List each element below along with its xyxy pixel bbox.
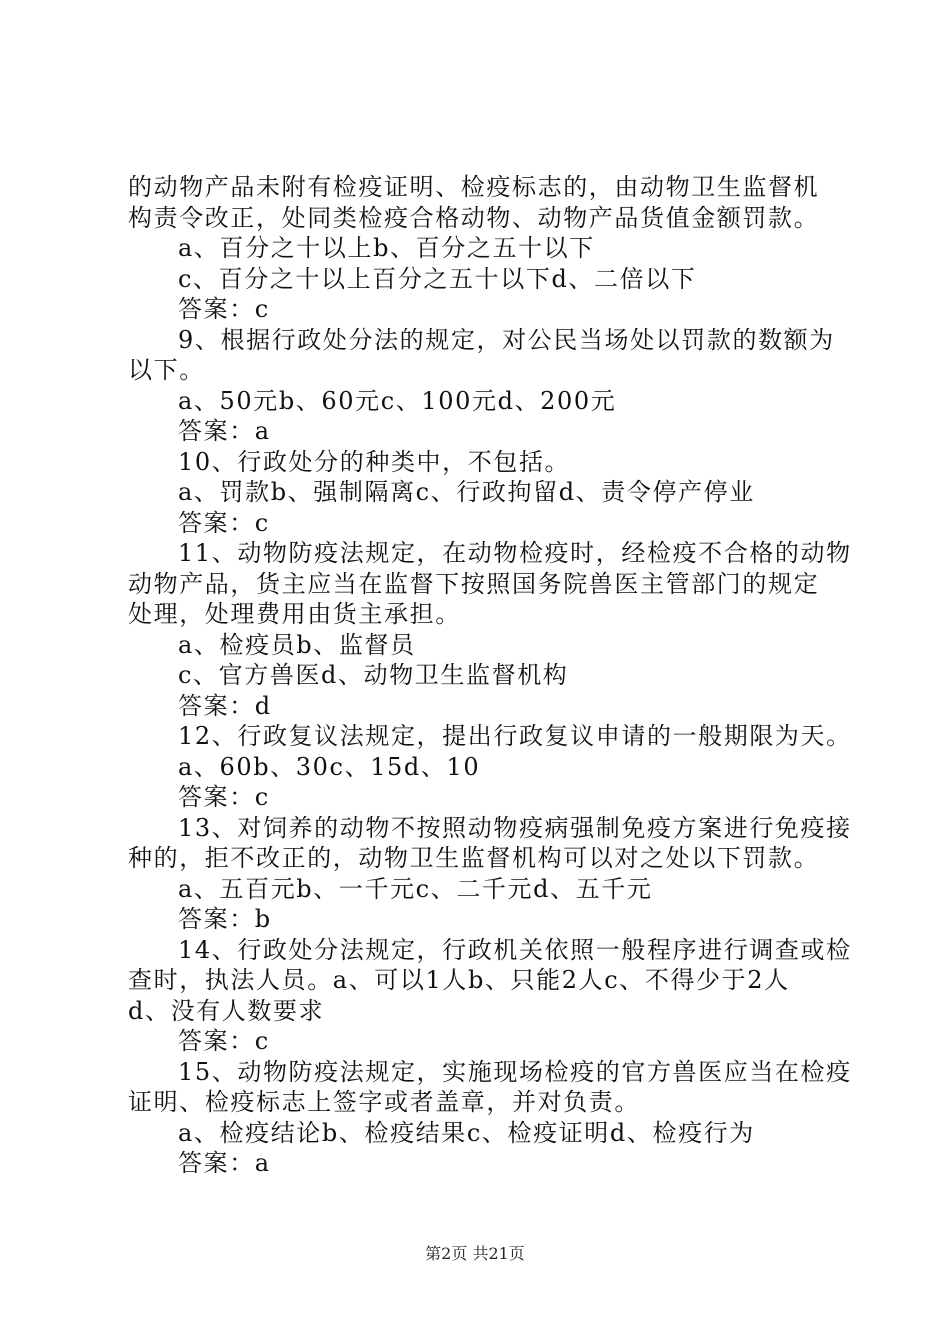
text-line: 构责令改正，处同类检疫合格动物、动物产品货值金额罚款。 — [128, 203, 820, 232]
text-line: a、检疫员b、监督员 — [178, 630, 416, 659]
question-line: 14、行政处分法规定，行政机关依照一般程序进行调查或检 — [178, 935, 852, 964]
answer-line: 答案：c — [178, 295, 270, 323]
page-number: 第2页 共21页 — [425, 1244, 525, 1263]
text-line: a、罚款b、强制隔离c、行政拘留d、责令停产停业 — [178, 478, 755, 506]
text-line: c、官方兽医d、动物卫生监督机构 — [178, 661, 569, 689]
text-line: 处理，处理费用由货主承担。 — [128, 600, 461, 628]
text-line: 证明、检疫标志上签字或者盖章，并对负责。 — [128, 1088, 640, 1116]
answer-line: 答案：a — [178, 417, 271, 445]
page-footer — [0, 1244, 950, 1264]
text-line: 动物产品，货主应当在监督下按照国务院兽医主管部门的规定 — [128, 569, 820, 598]
text-line: c、百分之十以上百分之五十以下d、二倍以下 — [178, 264, 697, 293]
answer-line: 答案：c — [178, 508, 270, 537]
question-line: 11、动物防疫法规定，在动物检疫时，经检疫不合格的动物 — [178, 539, 852, 567]
question-line: 13、对饲养的动物不按照动物疫病强制免疫方案进行免疫接 — [178, 813, 852, 842]
answer-line: 答案：a — [178, 1149, 271, 1177]
text-line: 的动物产品未附有检疫证明、检疫标志的，由动物卫生监督机 — [128, 173, 820, 201]
answer-line: 答案：c — [178, 783, 270, 811]
text-line: a、60b、30c、15d、10 — [178, 752, 481, 781]
text-line: d、没有人数要求 — [128, 996, 325, 1025]
question-line: 9、根据行政处分法的规定，对公民当场处以罚款的数额为 — [178, 325, 835, 354]
document-body — [128, 172, 852, 1179]
text-line: 种的，拒不改正的，动物卫生监督机构可以对之处以下罚款。 — [128, 844, 820, 872]
text-line: 以下。 — [128, 356, 205, 384]
text-line: a、检疫结论b、检疫结果c、检疫证明d、检疫行为 — [178, 1118, 755, 1147]
question-line: 15、动物防疫法规定，实施现场检疫的官方兽医应当在检疫 — [178, 1057, 852, 1086]
text-line: a、百分之十以上b、百分之五十以下 — [178, 234, 595, 262]
answer-line: 答案：d — [178, 691, 272, 720]
answer-line: 答案：c — [178, 1027, 270, 1055]
answer-line: 答案：b — [178, 905, 272, 933]
question-line: 10、行政处分的种类中，不包括。 — [178, 447, 571, 476]
text-line: a、五百元b、一千元c、二千元d、五千元 — [178, 874, 653, 903]
text-line: 查时，执法人员。a、可以1人b、只能2人c、不得少于2人 — [128, 966, 790, 994]
question-line: 12、行政复议法规定，提出行政复议申请的一般期限为天。 — [178, 722, 852, 750]
text-line: a、50元b、60元c、100元d、200元 — [178, 386, 617, 415]
